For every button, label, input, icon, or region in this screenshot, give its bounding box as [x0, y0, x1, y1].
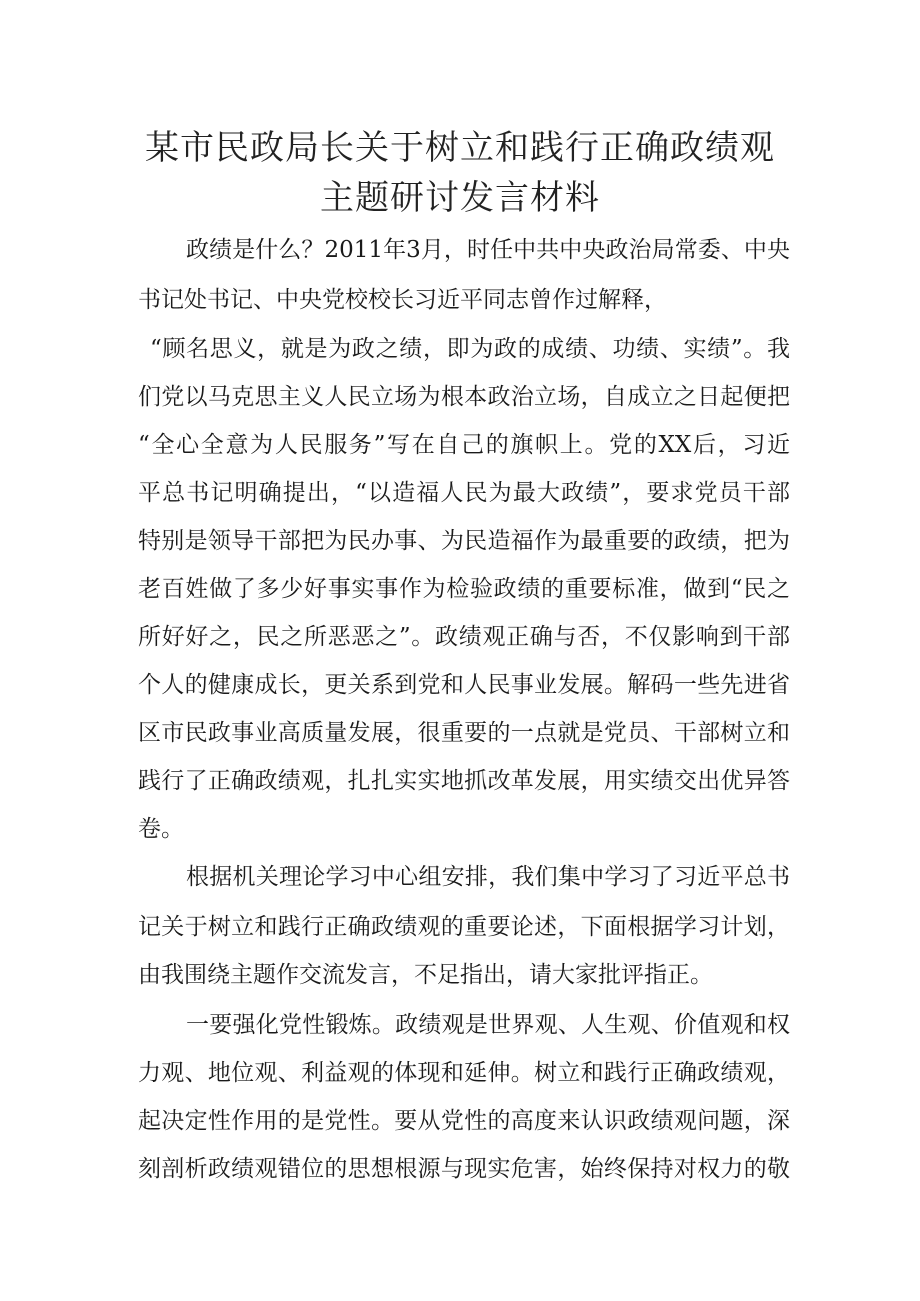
paragraph-1-line-10: 个人的健康成长，更关系到党和人民事业发展。解码一些先进省 [138, 672, 790, 698]
paragraph-1-line-6: 平总书记明确提出，“以造福人民为最大政绩”，要求党员干部 [138, 480, 790, 506]
paragraph-1-line-4: 们党以马克思主义人民立场为根本政治立场，自成立之日起便把 [138, 384, 790, 410]
paragraph-3-line-4: 刻剖析政绩观错位的思想根源与现实危害，始终保持对权力的敬 [138, 1156, 790, 1182]
paragraph-1-line-1: 政绩是什么？2011年3月，时任中共中央政治局常委、中央 [186, 237, 790, 263]
paragraph-2-line-1: 根据机关理论学习中心组安排，我们集中学习了习近平总书 [186, 864, 790, 890]
paragraph-1-line-8: 老百姓做了多少好事实事作为检验政绩的重要标准，做到“民之 [138, 576, 790, 602]
paragraph-1-line-2: 书记处书记、中央党校校长习近平同志曾作过解释， [138, 287, 667, 313]
paragraph-1-line-12: 践行了正确政绩观，扎扎实实地抓改革发展，用实绩交出优异答 [138, 768, 790, 794]
paragraph-3-line-2: 力观、地位观、利益观的体现和延伸。树立和践行正确政绩观， [138, 1060, 790, 1086]
paragraph-2-line-2: 记关于树立和践行正确政绩观的重要论述，下面根据学习计划， [138, 914, 790, 940]
paragraph-1-line-3: “顾名思义，就是为政之绩，即为政的成绩、功绩、实绩”。我 [150, 336, 790, 362]
paragraph-1-line-11: 区市民政事业高质量发展，很重要的一点就是党员、干部树立和 [138, 720, 790, 746]
paragraph-1-line-5: “全心全意为人民服务”写在自己的旗帜上。党的XX后，习近 [138, 432, 790, 458]
document-title-line-1: 某市民政局长关于树立和践行正确政绩观 [145, 128, 775, 168]
paragraph-1-line-9: 所好好之，民之所恶恶之”。政绩观正确与否，不仅影响到干部 [138, 624, 790, 650]
paragraph-3-line-1: 一要强化党性锻炼。政绩观是世界观、人生观、价值观和权 [186, 1012, 790, 1038]
paragraph-1-line-13: 卷。 [138, 816, 184, 842]
paragraph-3-line-3: 起决定性作用的是党性。要从党性的高度来认识政绩观问题，深 [138, 1108, 790, 1134]
document-title-line-2: 主题研讨发言材料 [320, 178, 600, 218]
paragraph-2-line-3: 由我围绕主题作交流发言，不足指出，请大家批评指正。 [138, 962, 713, 988]
paragraph-1-line-7: 特别是领导干部把为民办事、为民造福作为最重要的政绩，把为 [138, 528, 790, 554]
